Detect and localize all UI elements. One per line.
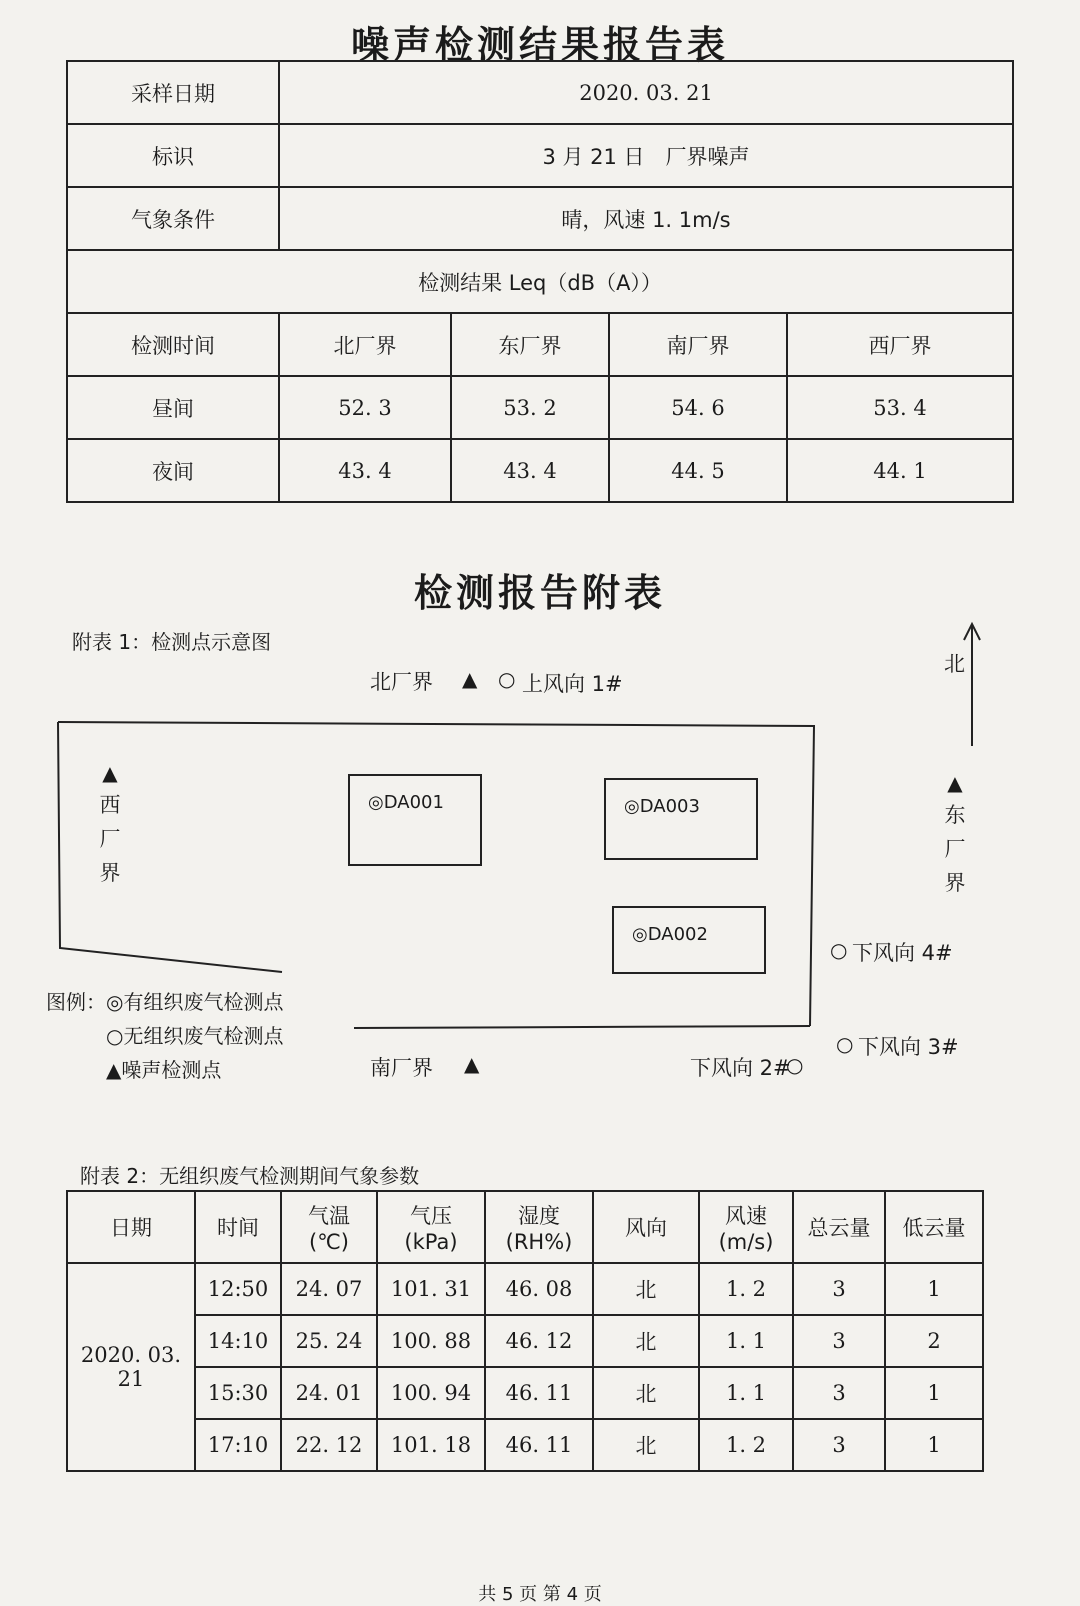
upwind-1-label: 上风向 1# (522, 672, 623, 696)
table-cell: 1 (885, 1419, 983, 1471)
table-cell: 1. 1 (699, 1315, 793, 1367)
east-boundary-label (943, 798, 967, 900)
header-wind-speed (699, 1191, 793, 1263)
east-char: 厂 (944, 837, 966, 861)
row-label-day: 昼间 (67, 376, 279, 439)
table-cell: 12:50 (195, 1263, 281, 1315)
table-cell: 1 (885, 1263, 983, 1315)
header-text: 气压 (410, 1204, 452, 1228)
stack-label: ◎DA002 (632, 924, 708, 945)
id-value: 3 月 21 日 厂界噪声 (279, 124, 1013, 187)
table-row (67, 61, 1013, 124)
legend-title: 图例： (46, 990, 106, 1014)
table-cell: 北 (593, 1367, 699, 1419)
table-cell: 3 (793, 1315, 885, 1367)
table-cell: 43. 4 (451, 439, 609, 502)
stack-da003 (604, 778, 758, 860)
header-wind-direction: 风向 (593, 1191, 699, 1263)
downwind-2-label: 下风向 2# (690, 1056, 791, 1080)
north-boundary-label: 北厂界 (370, 670, 433, 694)
column-header: 东厂界 (451, 313, 609, 376)
met-table-caption: 附表 2：无组织废气检测期间气象参数 (80, 1164, 420, 1188)
header-pressure (377, 1191, 485, 1263)
table-cell: 100. 94 (377, 1367, 485, 1419)
downwind-4-label: 下风向 4# (852, 941, 953, 965)
south-boundary-label: 南厂界 (370, 1056, 433, 1080)
north-arrow-icon (960, 620, 984, 750)
date-cell: 2020. 03. 21 (67, 1263, 195, 1471)
header-text: 湿度 (518, 1204, 560, 1228)
column-header: 北厂界 (279, 313, 451, 376)
page-footer: 共 5 页 第 4 页 (478, 1584, 602, 1605)
table-cell: 53. 4 (787, 376, 1013, 439)
table-cell: 52. 3 (279, 376, 451, 439)
header-unit: (kPa) (404, 1230, 458, 1254)
table-cell: 100. 88 (377, 1315, 485, 1367)
time-header: 检测时间 (67, 313, 279, 376)
table-cell: 北 (593, 1419, 699, 1471)
table-row (67, 1315, 983, 1367)
table-cell: 101. 18 (377, 1419, 485, 1471)
table-cell: 1. 2 (699, 1263, 793, 1315)
sampling-date-label: 采样日期 (67, 61, 279, 124)
header-text: 风速 (725, 1204, 767, 1228)
table-row (67, 1419, 983, 1471)
noise-point-icon: ▲ (102, 761, 118, 785)
main-title: 噪声检测结果报告表 (350, 23, 729, 67)
weather-value: 晴，风速 1. 1m/s (279, 187, 1013, 250)
legend-item: ◎有组织废气检测点 (106, 990, 284, 1014)
table-cell: 15:30 (195, 1367, 281, 1419)
table-cell: 43. 4 (279, 439, 451, 502)
unorganized-point-icon: ○ (836, 1032, 854, 1056)
table-cell: 54. 6 (609, 376, 787, 439)
north-arrow-label: 北 (944, 652, 965, 676)
header-time: 时间 (195, 1191, 281, 1263)
appendix-title: 检测报告附表 (413, 571, 666, 615)
table-row (67, 1191, 983, 1263)
east-char: 界 (944, 871, 966, 895)
table-cell: 17:10 (195, 1419, 281, 1471)
table-cell: 北 (593, 1315, 699, 1367)
table-cell: 3 (793, 1367, 885, 1419)
table-row (67, 1367, 983, 1419)
meteorology-table (66, 1190, 984, 1472)
table-cell: 2 (885, 1315, 983, 1367)
east-char: 东 (944, 803, 966, 827)
stack-label: ◎DA001 (368, 792, 444, 813)
table-row (67, 376, 1013, 439)
id-label: 标识 (67, 124, 279, 187)
table-row (67, 124, 1013, 187)
table-cell: 25. 24 (281, 1315, 377, 1367)
stack-label: ◎DA003 (624, 796, 700, 817)
diagram-caption: 附表 1：检测点示意图 (72, 630, 272, 654)
header-total-cloud: 总云量 (793, 1191, 885, 1263)
noise-point-icon: ▲ (464, 1052, 480, 1076)
table-row (67, 1263, 983, 1315)
stack-da002 (612, 906, 766, 974)
table-cell: 3 (793, 1419, 885, 1471)
table-cell: 46. 11 (485, 1367, 593, 1419)
table-cell: 1. 2 (699, 1419, 793, 1471)
noise-point-icon: ▲ (947, 771, 963, 795)
header-unit: (℃) (309, 1230, 349, 1254)
legend-item: ▲噪声检测点 (106, 1058, 222, 1082)
table-cell: 46. 11 (485, 1419, 593, 1471)
west-char: 界 (99, 861, 121, 885)
table-cell: 46. 08 (485, 1263, 593, 1315)
table-cell: 46. 12 (485, 1315, 593, 1367)
table-cell: 14:10 (195, 1315, 281, 1367)
header-temp (281, 1191, 377, 1263)
downwind-3-label: 下风向 3# (858, 1035, 959, 1059)
sampling-date-value: 2020. 03. 21 (279, 61, 1013, 124)
table-row (67, 187, 1013, 250)
column-header: 南厂界 (609, 313, 787, 376)
unorganized-point-icon: ○ (786, 1053, 804, 1077)
table-cell: 53. 2 (451, 376, 609, 439)
stack-da001 (348, 774, 482, 866)
noise-result-table (66, 60, 1014, 503)
west-char: 西 (99, 793, 121, 817)
table-cell: 24. 01 (281, 1367, 377, 1419)
table-cell: 1 (885, 1367, 983, 1419)
west-boundary-label (98, 788, 122, 890)
header-text: 气温 (308, 1204, 350, 1228)
row-label-night: 夜间 (67, 439, 279, 502)
legend-item: ○无组织废气检测点 (106, 1024, 284, 1048)
header-unit: (m/s) (718, 1230, 774, 1254)
header-low-cloud: 低云量 (885, 1191, 983, 1263)
result-header: 检测结果 Leq（dB（A）） (67, 250, 1013, 313)
column-header: 西厂界 (787, 313, 1013, 376)
header-unit: (RH%) (505, 1230, 573, 1254)
table-cell: 44. 5 (609, 439, 787, 502)
table-row (67, 439, 1013, 502)
header-humidity (485, 1191, 593, 1263)
table-cell: 北 (593, 1263, 699, 1315)
table-row (67, 313, 1013, 376)
west-char: 厂 (99, 827, 121, 851)
table-cell: 1. 1 (699, 1367, 793, 1419)
noise-point-icon: ▲ (462, 667, 478, 691)
table-cell: 44. 1 (787, 439, 1013, 502)
table-cell: 3 (793, 1263, 885, 1315)
table-cell: 22. 12 (281, 1419, 377, 1471)
unorganized-point-icon: ○ (498, 667, 516, 691)
unorganized-point-icon: ○ (830, 938, 848, 962)
table-row (67, 250, 1013, 313)
header-date: 日期 (67, 1191, 195, 1263)
table-cell: 101. 31 (377, 1263, 485, 1315)
table-cell: 24. 07 (281, 1263, 377, 1315)
weather-label: 气象条件 (67, 187, 279, 250)
